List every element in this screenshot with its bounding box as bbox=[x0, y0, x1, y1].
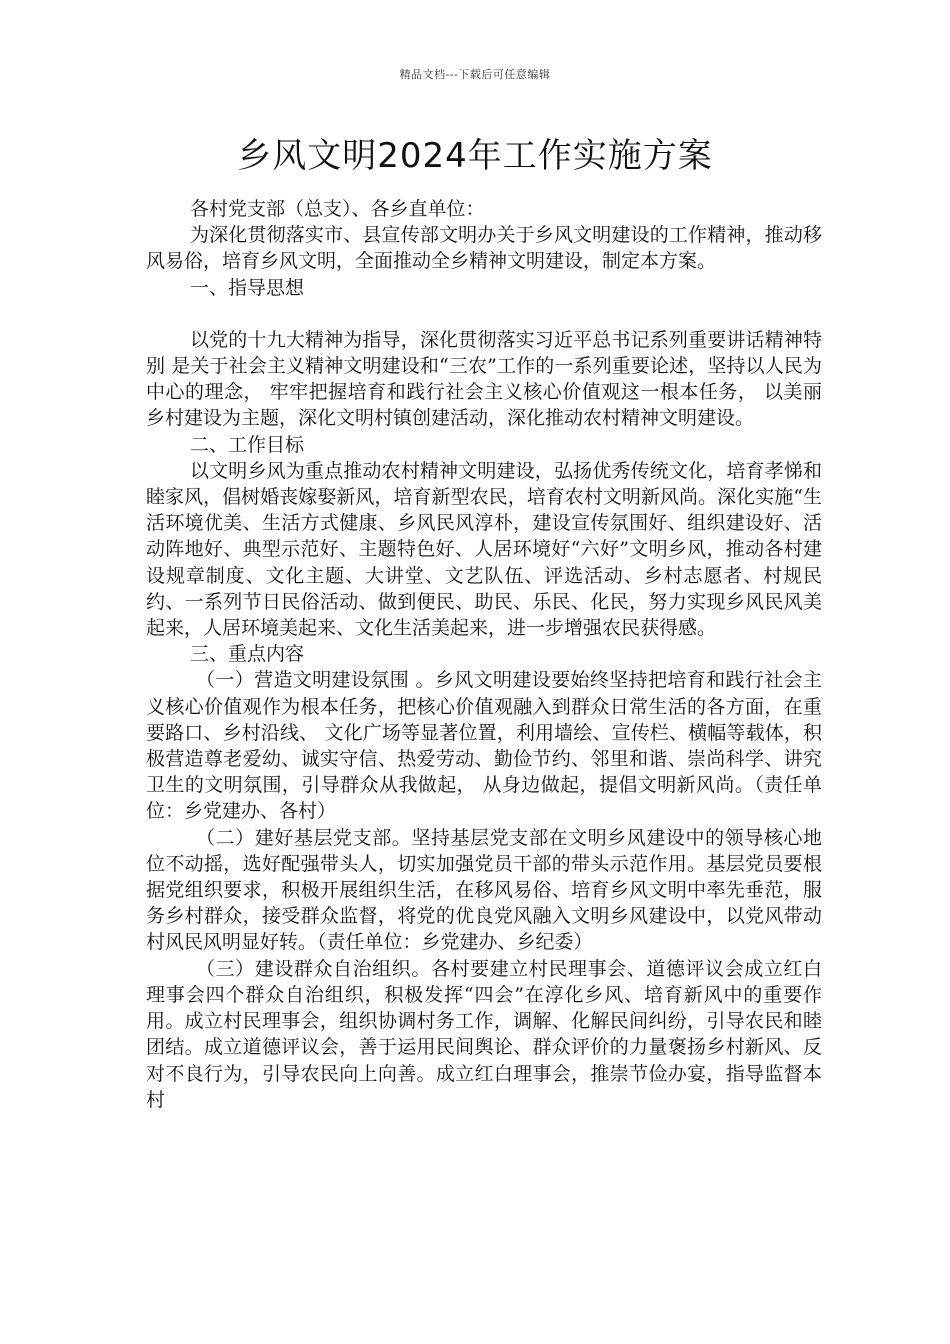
document-body bbox=[146, 196, 822, 1113]
header-note: 精品文档---下载后可任意编辑 bbox=[399, 68, 551, 81]
section-heading-key-content: 三、重点内容 bbox=[190, 643, 305, 666]
salutation: 各村党支部（总支）、各乡直单位： bbox=[190, 198, 485, 220]
section-heading-work-goals: 二、工作目标 bbox=[190, 433, 305, 456]
key-content-item-1: （一）营造文明建设氛围 。乡风文明建设要始终坚持把培育和践行社会主义核心价值观作为根本任务，把核心价值观融入到群众日常生活的各方面，在重要路口、乡村沿线、 文化广场等显著位置，利用墙绘、宣传栏、横幅等载体，积极营造尊老爱幼、诚实守信、热爱劳动、勤俭节约、邻里和谐、崇尚科学、讲究卫生的文明氛围，引导群众从我做起， 从身边做起，提倡文明新风尚。（责任单位：乡党建办、各村） bbox=[146, 669, 822, 823]
key-content-item-3: （三）建设群众自治组织。各村要建立村民理事会、道德评议会成立红白理事会四个群众自治组织，积极发挥“四会”在淳化乡风、培育新风中的重要作用。成立村民理事会，组织协调村务工作，调解、化解民间纠纷，引导农民和睦团结。成立道德评议会，善于运用民间舆论、群众评价的力量褒扬乡村新风、反对不良行为，引导农民向上向善。成立红白理事会，推崇节俭办宴，指导监督本村 bbox=[146, 957, 822, 1111]
work-goals-paragraph: 以文明乡风为重点推动农村精神文明建设，弘扬优秀传统文化，培育孝悌和睦家风，倡树婚丧嫁娶新风，培育新型农民，培育农村文明新风尚。深化实施“生活环境优美、生活方式健康、乡风民风淳朴，建设宣传氛围好、组织建设好、活动阵地好、典型示范好、主题特色好、人居环境好“六好”文明乡风，推动各村建设规章制度、文化主题、大讲堂、文艺队伍、评选活动、乡村志愿者、村规民约、一系列节日民俗活动、做到便民、助民、乐民、化民，努力实现乡风民风美起来，人居环境美起来、文化生活美起来，进一步增强农民获得感。 bbox=[146, 459, 822, 640]
blank-line bbox=[146, 301, 822, 327]
key-content-item-2: （二）建好基层党支部。坚持基层党支部在文明乡风建设中的领导核心地位不动摇，选好配强带头人，切实加强党员干部的带头示范作用。基层党员要根据党组织要求，积极开展组织生活，在移风易俗、培育乡风文明中率先垂范，服务乡村群众，接受群众监督，将党的优良党风融入文明乡风建设中，以党风带动村风民风明显好转。（责任单位：乡党建办、乡纪委） bbox=[146, 826, 822, 954]
document-title: 乡风文明2024年工作实施方案 bbox=[237, 136, 713, 176]
guiding-ideology-paragraph: 以党的十九大精神为指导，深化贯彻落实习近平总书记系列重要讲话精神特别 是关于社会主义精神文明建设和“三农”工作的一系列重要论述，坚持以人民为中心的理念， 牢牢把握培育和践行社会主义核心价值观这一根本任务， 以美丽乡村建设为主题，深化文明村镇创建活动，深化推动农村精神文明建设。 bbox=[146, 328, 822, 430]
section-heading-guiding-ideology: 一、指导思想 bbox=[190, 276, 305, 299]
intro-paragraph: 为深化贯彻落实市、县宣传部文明办关于乡风文明建设的工作精神，推动移风易俗，培育乡风文明，全面推动全乡精神文明建设，制定本方案。 bbox=[146, 224, 822, 273]
